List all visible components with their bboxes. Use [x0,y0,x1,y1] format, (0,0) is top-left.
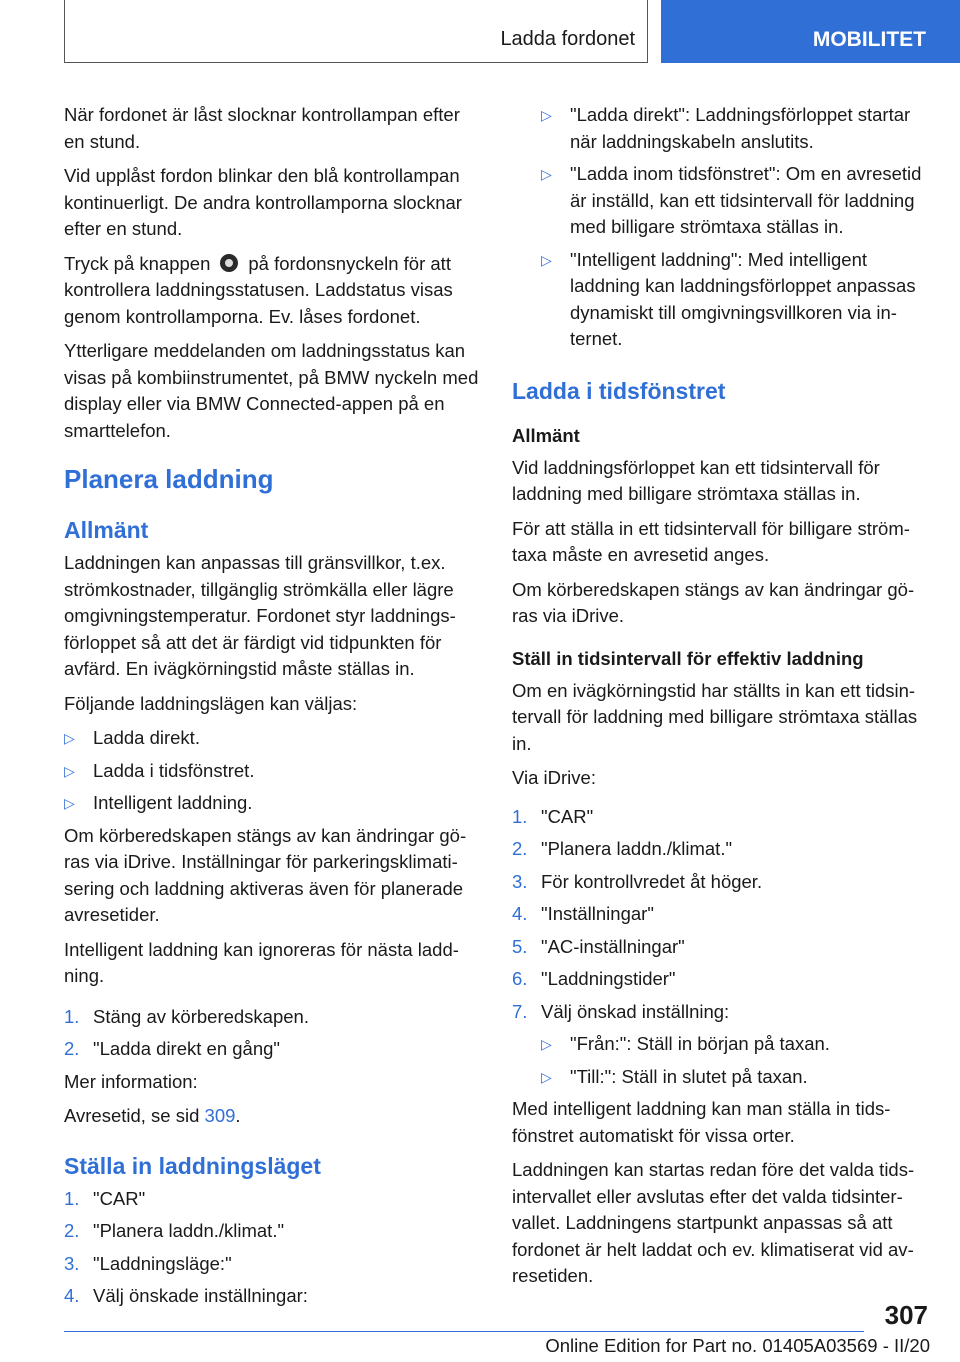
bullet-triangle-icon: ▷ [64,795,75,811]
heading-planera-laddning: Planera laddning [64,464,274,494]
right-column [512,102,928,1298]
subheading-allmant: Allmänt [512,424,580,446]
paragraph: Laddningen kan anpassas till gränsvillkor, t.ex. strömkostnader, tillgänglig strömkälla eller lägre omgivningstemperatur. Fordonet styr laddningsförloppet så att det är färdigt vid tidpunkten för avfärd. En ivägkörningstid måste ställas in. [64,552,456,679]
list-item-text: Ladda i tidsfönstret. [93,759,255,781]
step-text: "Inställningar" [541,903,654,924]
page-header [0,0,960,66]
paragraph: Vid laddningsförloppet kan ett tidsintervall för laddning med billigare strömtaxa ställas in. [512,456,880,504]
section-title-box [64,0,648,63]
paragraph: Följande laddningslägen kan väljas: [64,692,358,714]
list-item-text: "Ladda inom tidsfönstret": Om en avresetid är inställd, kan ett tidsintervall för laddning med billigare strömtaxa ställas in. [570,163,922,237]
footer-divider [64,1331,864,1332]
bullet-triangle-icon: ▷ [541,251,552,268]
heading-stalla-in-laddningslaget: Ställa in laddningsläget [64,1152,321,1179]
list-item [541,102,928,155]
key-button-icon [220,254,238,272]
step-item [64,1004,479,1031]
paragraph: Om en ivägkörningstid har ställts in kan ett tidsintervall för laddning med billigare strömtaxa ställas in. [512,679,918,754]
bullet-triangle-icon: ▷ [541,1068,552,1085]
list-item-text: Intelligent laddning. [93,792,253,813]
list-item [64,725,479,752]
step-number: 3. [512,870,528,892]
step-text: "Laddningsläge:" [93,1252,232,1274]
step-item [512,901,928,928]
page-reference-link[interactable]: 309 [204,1105,236,1126]
paragraph: Laddningen kan startas redan före det valda tidsintervallet eller avslutas efter det valda tidsintervallet. Laddningens startpunkt anpassas så att fordonet är helt laddat och ev. klimatiserat vid avresetiden. [512,1159,915,1286]
step-item [512,869,928,896]
subheading-allmant: Allmänt [64,517,149,543]
list-item [541,1064,928,1091]
step-text: "CAR" [93,1187,146,1209]
paragraph: För att ställa in ett tidsintervall för billigare strömtaxa måste en avresetid anges. [512,517,910,565]
page-number: 307 [884,1300,928,1330]
step-item [64,1251,479,1278]
step-text: "Laddningstider" [541,968,676,989]
paragraph: Om körberedskapen stängs av kan ändringar göras via iDrive. [512,578,915,626]
step-number: 1. [64,1005,80,1027]
step-number: 7. [512,1000,528,1022]
paragraph: Vid upplåst fordon blinkar den blå kontrollampan kontinuerligt. De andra kontrollamporna slocknar efter en stund. [64,165,462,239]
paragraph-text: Avresetid, se sid [64,1105,200,1126]
step-number: 2. [512,838,528,859]
step-number: 6. [512,968,528,989]
step-text: "Planera laddn./klimat." [541,838,733,859]
list-item [64,790,479,817]
bullet-triangle-icon: ▷ [64,762,75,779]
heading-ladda-i-tidsfonstret: Ladda i tidsfönstret [512,377,726,404]
step-item [512,999,928,1026]
step-item [64,1283,479,1310]
subheading-stall-in-tidsintervall: Ställ in tidsintervall för effektiv laddning [512,647,864,669]
list-item [541,1031,928,1058]
step-number: 5. [512,935,528,957]
bullet-triangle-icon: ▷ [541,1036,552,1052]
paragraph: Om körberedskapen stängs av kan ändringar göras via iDrive. Inställningar för parkeringsklimatisering och laddning aktiveras även för planerade avresetider. [64,824,467,925]
bullet-triangle-icon: ▷ [64,730,75,746]
step-text: "Planera laddn./klimat." [93,1220,285,1241]
list-item-text: "Intelligent laddning": Med intelligent laddning kan laddningsförloppet anpassas dynamiskt till omgivningsvillkoren via internet. [570,248,916,349]
step-number: 2. [64,1220,80,1241]
list-item-text: "Från:": Ställ in början på taxan. [570,1033,830,1054]
step-item [512,966,928,993]
chapter-tab: MOBILITET [661,0,960,63]
step-number: 3. [64,1252,80,1274]
paragraph: Via iDrive: [512,767,596,788]
paragraph-text: på fordonsnyckeln för att kontrollera laddningsstatusen. Laddstatus visas genom kontrollamporna. Ev. låses fordonet. [64,252,453,327]
step-text: "CAR" [541,805,594,827]
step-text: "Ladda direkt en gång" [93,1038,280,1059]
step-item [64,1218,479,1245]
section-title: Ladda fordonet [500,28,635,50]
bullet-triangle-icon: ▷ [541,166,552,182]
paragraph-text: Tryck på knappen [64,252,211,274]
step-number: 4. [64,1285,80,1306]
step-item [64,1186,479,1213]
step-item [64,1036,479,1063]
step-item [512,804,928,831]
paragraph: Med intelligent laddning kan man ställa in tidsfönstret automatiskt för vissa orter. [512,1098,891,1146]
step-text: Välj önskad inställning: [541,1000,730,1022]
list-item-text: "Till:": Ställ in slutet på taxan. [570,1065,808,1087]
list-item-text: Ladda direkt. [93,727,200,748]
paragraph: Intelligent laddning kan ignoreras för nästa laddning. [64,938,459,986]
list-item [64,758,479,785]
paragraph: Mer information: [64,1070,198,1092]
step-number: 1. [64,1187,80,1209]
list-item [541,161,928,241]
step-text: För kontrollvredet åt höger. [541,870,763,892]
step-item [512,934,928,961]
step-item [512,836,928,863]
list-item [541,247,928,353]
step-text: Välj önskade inställningar: [93,1285,308,1306]
step-number: 1. [512,805,528,827]
paragraph [64,251,479,331]
paragraph: När fordonet är låst slocknar kontrollampan efter en stund. [64,104,460,152]
paragraph: Ytterligare meddelanden om laddningsstatus kan visas på kombiinstrumentet, på BMW nyckeln med display eller via BMW Connected-appen på en smarttelefon. [64,340,479,441]
step-text: "AC-inställningar" [541,935,685,957]
step-text: Stäng av körberedskapen. [93,1005,309,1027]
paragraph [64,1103,479,1130]
bullet-triangle-icon: ▷ [541,107,552,123]
footer-edition: Online Edition for Part no. 01405A03569 - II/20 [545,1335,930,1356]
step-number: 4. [512,903,528,924]
list-item-text: "Ladda direkt": Laddningsförloppet startar när laddningskabeln anslutits. [570,104,911,152]
paragraph-text: . [235,1105,241,1126]
step-number: 2. [64,1038,80,1059]
left-column [64,102,479,1316]
